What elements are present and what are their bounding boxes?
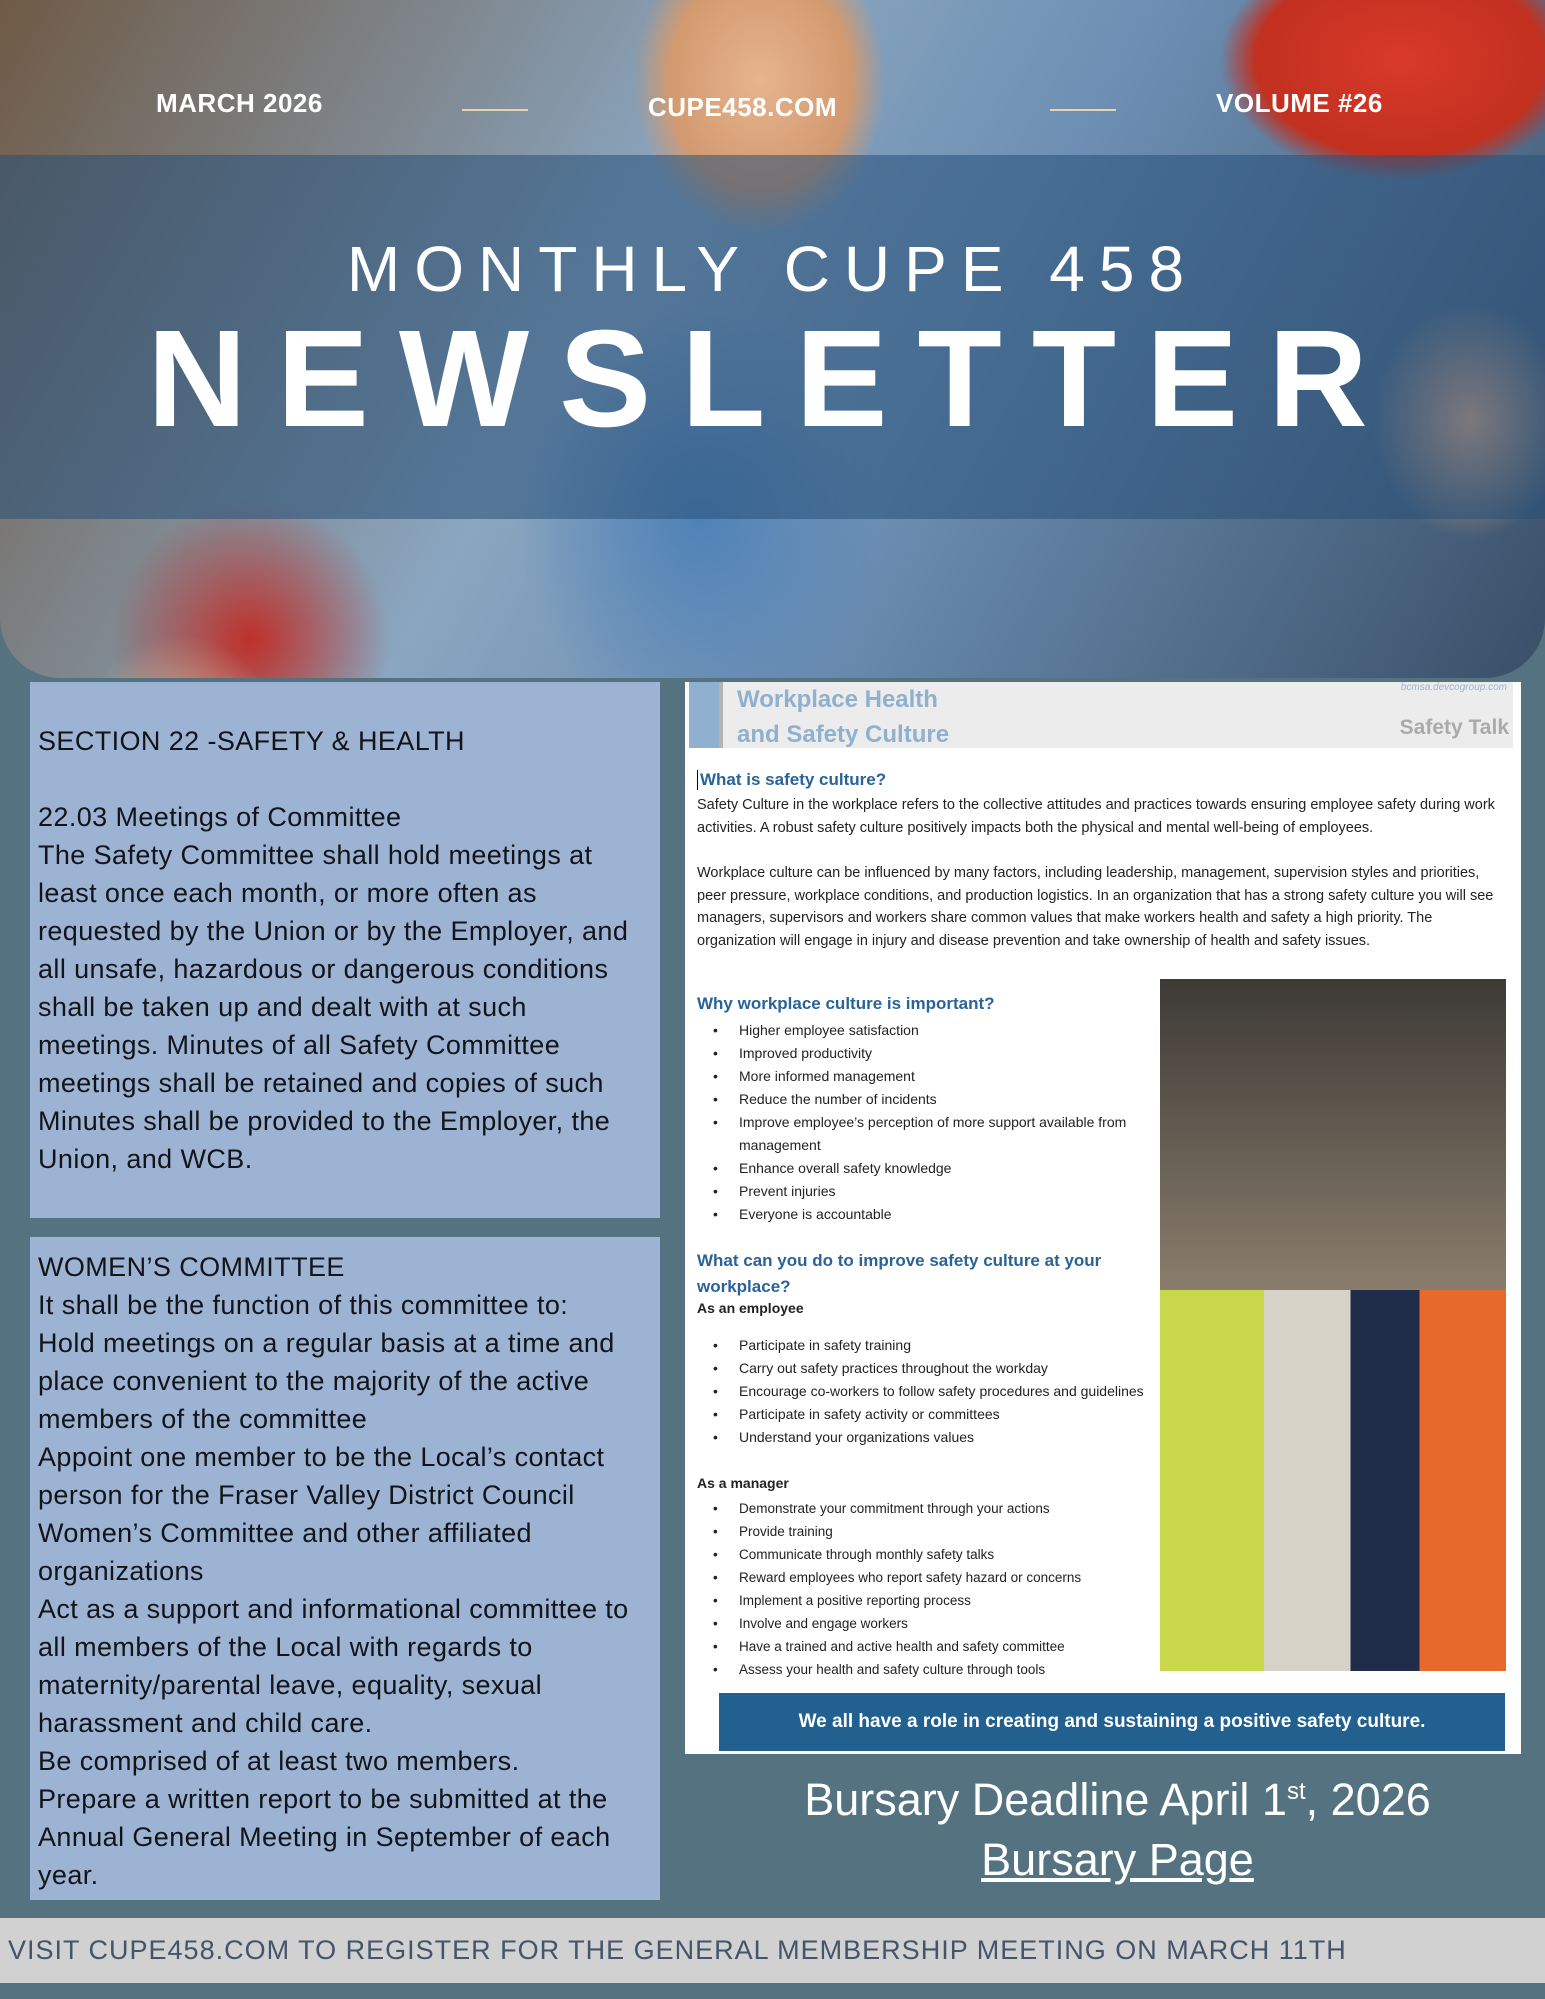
deadline-text: Bursary Deadline April 1 [804, 1774, 1287, 1825]
title-main: NEWSLETTER [147, 302, 1398, 456]
divider [462, 109, 528, 111]
hero-banner [0, 0, 1545, 678]
safety-talk-panel [685, 682, 1521, 1754]
title-line: and Safety Culture [737, 721, 950, 748]
womens-item: Act as a support and informational committee to all members of the Local with regards to maternity/parental leave, equality, sexual harassment and child care. [38, 1594, 629, 1738]
question-heading: What is safety culture? [697, 770, 886, 790]
womens-item: Hold meetings on a regular basis at a time and place convenient to the majority of the active members of the committee [38, 1328, 615, 1434]
title-line: Workplace Health [737, 686, 938, 713]
manager-list [713, 1497, 1163, 1681]
deadline-year: , 2026 [1305, 1774, 1431, 1825]
list-item: • Communicate through monthly safety talks [713, 1543, 1163, 1566]
title-top: MONTHLY CUPE 458 [346, 233, 1199, 305]
list-item: • Improve employee’s perception of more support available from management [713, 1111, 1133, 1157]
employee-label: As an employee [697, 1300, 804, 1316]
womens-item: Be comprised of at least two members. [38, 1746, 520, 1776]
safety-culture-banner: We all have a role in creating and sustaining a positive safety culture. [719, 1693, 1505, 1751]
bursary-page-link[interactable]: Bursary Page [981, 1834, 1254, 1885]
list-item: • Prevent injuries [713, 1180, 1133, 1203]
womens-item: Prepare a written report to be submitted at the Annual General Meeting in September of each year. [38, 1784, 611, 1890]
section22-subheading: 22.03 Meetings of Committee [38, 802, 402, 832]
why-list [713, 1019, 1133, 1226]
list-item: • Provide training [713, 1520, 1163, 1543]
list-item: • Have a trained and active health and safety committee [713, 1635, 1163, 1658]
womens-item: Appoint one member to be the Local’s contact person for the Fraser Valley District Council Women’s Committee and other affiliated organizations [38, 1442, 605, 1586]
list-item: • Reward employees who report safety hazard or concerns [713, 1566, 1163, 1589]
header-accent [689, 682, 723, 748]
source-url: bcmsa.devcogroup.com [1400, 682, 1507, 693]
issue-date: MARCH 2026 [156, 88, 323, 118]
list-item: • Carry out safety practices throughout the workday [713, 1357, 1153, 1380]
womens-intro: It shall be the function of this committee to: [38, 1290, 569, 1320]
list-item: • Demonstrate your commitment through your actions [713, 1497, 1163, 1520]
footer-banner: VISIT CUPE458.COM TO REGISTER FOR THE GENERAL MEMBERSHIP MEETING ON MARCH 11TH [0, 1918, 1545, 1983]
list-item: • Participate in safety training [713, 1334, 1153, 1357]
workplace-handshake-photo [1160, 979, 1506, 1671]
list-item: • Improved productivity [713, 1042, 1133, 1065]
list-item: • Encourage co-workers to follow safety procedures and guidelines [713, 1380, 1153, 1403]
manager-label: As a manager [697, 1475, 789, 1491]
ordinal-suffix: st [1286, 1778, 1306, 1805]
list-item: • Higher employee satisfaction [713, 1019, 1133, 1042]
list-item: • More informed management [713, 1065, 1133, 1088]
bursary-deadline [685, 1762, 1545, 1830]
question-heading: Why workplace culture is important? [697, 994, 995, 1013]
section22-body: The Safety Committee shall hold meetings at least once each month, or more often as requested by the Union or by the Employer, and all unsafe, hazardous or dangerous conditions shall be taken up and dealt with at such meetings. Minutes of all Safety Committee meetings shall be retained and copies of such Minutes shall be provided to the Employer, the Union, and WCB. [38, 840, 629, 1174]
volume-number: VOLUME #26 [1216, 88, 1383, 118]
bursary-section [685, 1762, 1545, 1890]
employee-list [713, 1334, 1153, 1449]
section22-heading: SECTION 22 -SAFETY & HEALTH [38, 726, 465, 756]
section22-box [30, 682, 660, 1218]
question-heading: What can you do to improve safety culture at your workplace? [697, 1251, 1102, 1296]
list-item: • Implement a positive reporting process [713, 1589, 1163, 1612]
list-item: • Understand your organizations values [713, 1426, 1153, 1449]
divider [1050, 109, 1116, 111]
womens-committee-box [30, 1237, 660, 1900]
list-item: • Enhance overall safety knowledge [713, 1157, 1133, 1180]
paragraph: Safety Culture in the workplace refers to the collective attitudes and practices towards ensuring employee safety during work activities. A robust safety culture positively impacts both the physical and mental well-being of employees. [697, 797, 1495, 836]
safety-talk-tag: Safety Talk [1399, 716, 1509, 739]
list-item: • Involve and engage workers [713, 1612, 1163, 1635]
list-item: • Reduce the number of incidents [713, 1088, 1133, 1111]
list-item: • Assess your health and safety culture through tools [713, 1658, 1163, 1681]
paragraph: Workplace culture can be influenced by many factors, including leadership, management, supervision styles and priorities, peer pressure, workplace conditions, and production logistics. In an organization that has a strong safety culture you will see managers, supervisors and workers share common values that make workers health and safety a high priority. The organization will engage in injury and disease prevention and take ownership of health and safety issues. [697, 865, 1494, 949]
list-item: • Everyone is accountable [713, 1203, 1133, 1226]
site-link[interactable]: CUPE458.COM [648, 92, 837, 122]
safety-talk-header [689, 682, 1513, 748]
womens-heading: WOMEN’S COMMITTEE [38, 1252, 345, 1282]
list-item: • Participate in safety activity or committees [713, 1403, 1153, 1426]
